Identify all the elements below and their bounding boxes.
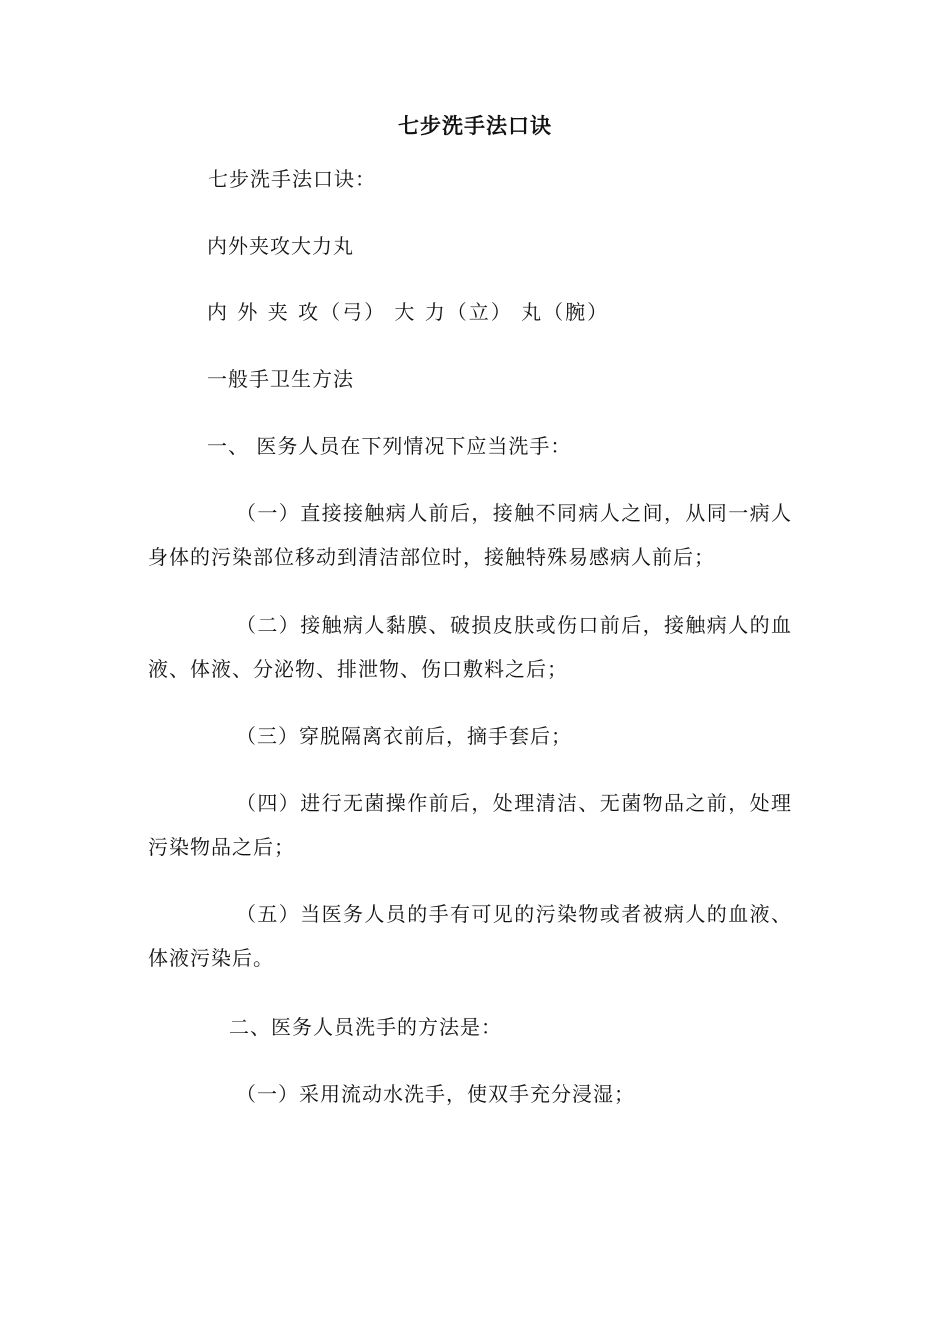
section-2-item-1: （一）采用流动水洗手，使双手充分浸湿； bbox=[236, 1082, 635, 1106]
section-1-item-1: （一）直接接触病人前后，接触不同病人之间，从同一病人身体的污染部位移动到清洁部位时，接触特殊易感病人前后； bbox=[148, 501, 792, 569]
document-title: 七步洗手法口诀 bbox=[398, 113, 552, 138]
section-1-item-2: （二）接触病人黏膜、破损皮肤或伤口前后，接触病人的血液、体液、分泌物、排泄物、伤口敷料之后； bbox=[148, 613, 792, 681]
mnemonic-heading: 七步洗手法口诀： bbox=[208, 167, 376, 191]
section-1-item-3: （三）穿脱隔离衣前后，摘手套后； bbox=[236, 724, 572, 748]
mnemonic-line-1: 内外夹攻大力丸 bbox=[207, 234, 354, 258]
general-method-heading: 一般手卫生方法 bbox=[207, 367, 354, 391]
section-1-item-4: （四）进行无菌操作前后，处理清洁、无菌物品之前，处理污染物品之后； bbox=[148, 791, 792, 859]
section-1-heading: 一、 医务人员在下列情况下应当洗手： bbox=[207, 434, 572, 458]
section-1-item-5: （五）当医务人员的手有可见的污染物或者被病人的血液、体液污染后。 bbox=[148, 902, 792, 970]
section-2-heading: 二、医务人员洗手的方法是： bbox=[229, 1015, 502, 1039]
mnemonic-line-2: 内 外 夹 攻（弓） 大 力（立） 丸（腕） bbox=[207, 300, 610, 324]
